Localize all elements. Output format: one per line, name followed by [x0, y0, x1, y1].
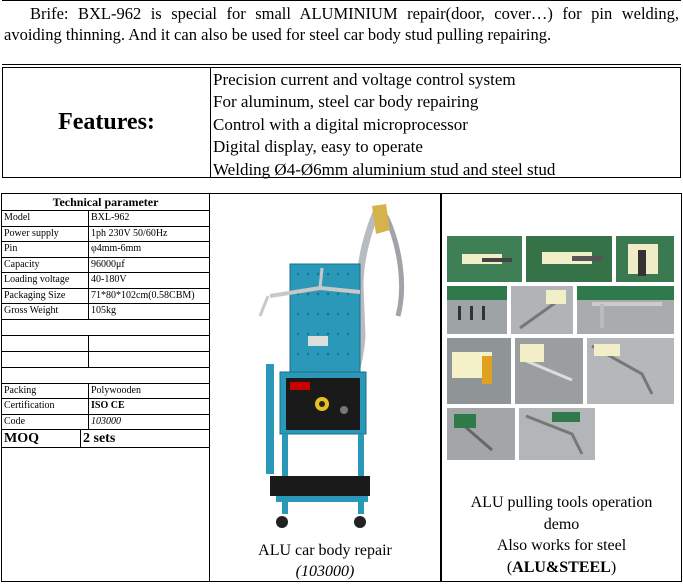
- param-value: BXL-962: [91, 212, 130, 223]
- param-key: Gross Weight: [2, 304, 89, 319]
- table-row: [2, 415, 209, 431]
- feature-item: For aluminum, steel car body repairing: [213, 92, 479, 112]
- table-row: [2, 242, 209, 258]
- param-value: 105kg: [91, 305, 116, 316]
- photo-caption-code: (103000): [295, 563, 355, 580]
- table-row: [2, 289, 209, 305]
- demo-caption-line1: ALU pulling tools operation: [470, 494, 653, 511]
- empty-row: [2, 368, 209, 384]
- moq-row: [2, 430, 209, 448]
- feature-item: Precision current and voltage control system: [213, 70, 516, 89]
- param-value: Polywooden: [91, 384, 141, 396]
- param-value: 96000μf: [91, 258, 125, 270]
- feature-item: Welding Ø4-Ø6mm aluminium stud and steel stud: [213, 159, 556, 179]
- alu-steel-label: ALU&STEEL: [512, 558, 611, 576]
- empty-row: [2, 336, 209, 352]
- param-value: 1ph 230V 50/60Hz: [91, 227, 168, 239]
- param-key: Packing: [2, 384, 89, 399]
- moq-value: 2 sets: [83, 431, 116, 446]
- param-value: φ4mm-6mm: [91, 243, 142, 254]
- demo-caption-line2: demo: [543, 515, 580, 533]
- demo-caption-line4: (ALU&STEEL): [506, 558, 617, 576]
- table-row: [2, 304, 209, 320]
- features-label: Features:: [3, 68, 211, 177]
- photo-caption: [210, 540, 440, 582]
- demo-caption: [442, 492, 681, 578]
- param-key: Pin: [2, 242, 89, 257]
- param-value: 103000: [91, 415, 121, 427]
- features-list: [211, 68, 680, 177]
- feature-item: Digital display, easy to operate: [213, 137, 423, 157]
- technical-parameter-table: [1, 193, 210, 582]
- param-key: Loading voltage: [2, 273, 89, 288]
- table-row: [2, 227, 209, 243]
- demo-photo-grid: [442, 234, 681, 474]
- param-key: Model: [2, 211, 89, 226]
- moq-key: MOQ: [2, 430, 81, 447]
- param-value: 71*80*102cm(0.58CBM): [91, 289, 195, 301]
- product-photo-panel: [210, 193, 441, 582]
- table-row: [2, 399, 209, 415]
- param-key: Certification: [2, 399, 89, 414]
- param-key: Power supply: [2, 227, 89, 242]
- param-key: Packaging Size: [2, 289, 89, 304]
- table-row: [2, 384, 209, 400]
- photo-caption-line1: ALU car body repair: [258, 542, 392, 559]
- table-row: [2, 258, 209, 274]
- param-value: 40-180V: [91, 274, 127, 285]
- param-key: Code: [2, 415, 89, 430]
- features-table: [2, 67, 681, 178]
- feature-item: Control with a digital microprocessor: [213, 114, 468, 134]
- demo-panel: [441, 193, 682, 582]
- param-value: ISO CE: [91, 400, 125, 411]
- table-row: [2, 211, 209, 227]
- empty-row: [2, 320, 209, 336]
- table-row: [2, 273, 209, 289]
- demo-caption-line3: Also works for steel: [496, 537, 627, 554]
- tech-title: Technical parameter: [2, 194, 209, 211]
- param-key: Capacity: [2, 258, 89, 273]
- brief-text: Brife: BXL-962 is special for small ALUMINIUM repair(door, cover…) for pin welding, avoiding thinning. And it can also be used for steel car body stud pulling repairing.: [2, 0, 681, 65]
- empty-row: [2, 352, 209, 368]
- welder-machine-image: [210, 196, 440, 536]
